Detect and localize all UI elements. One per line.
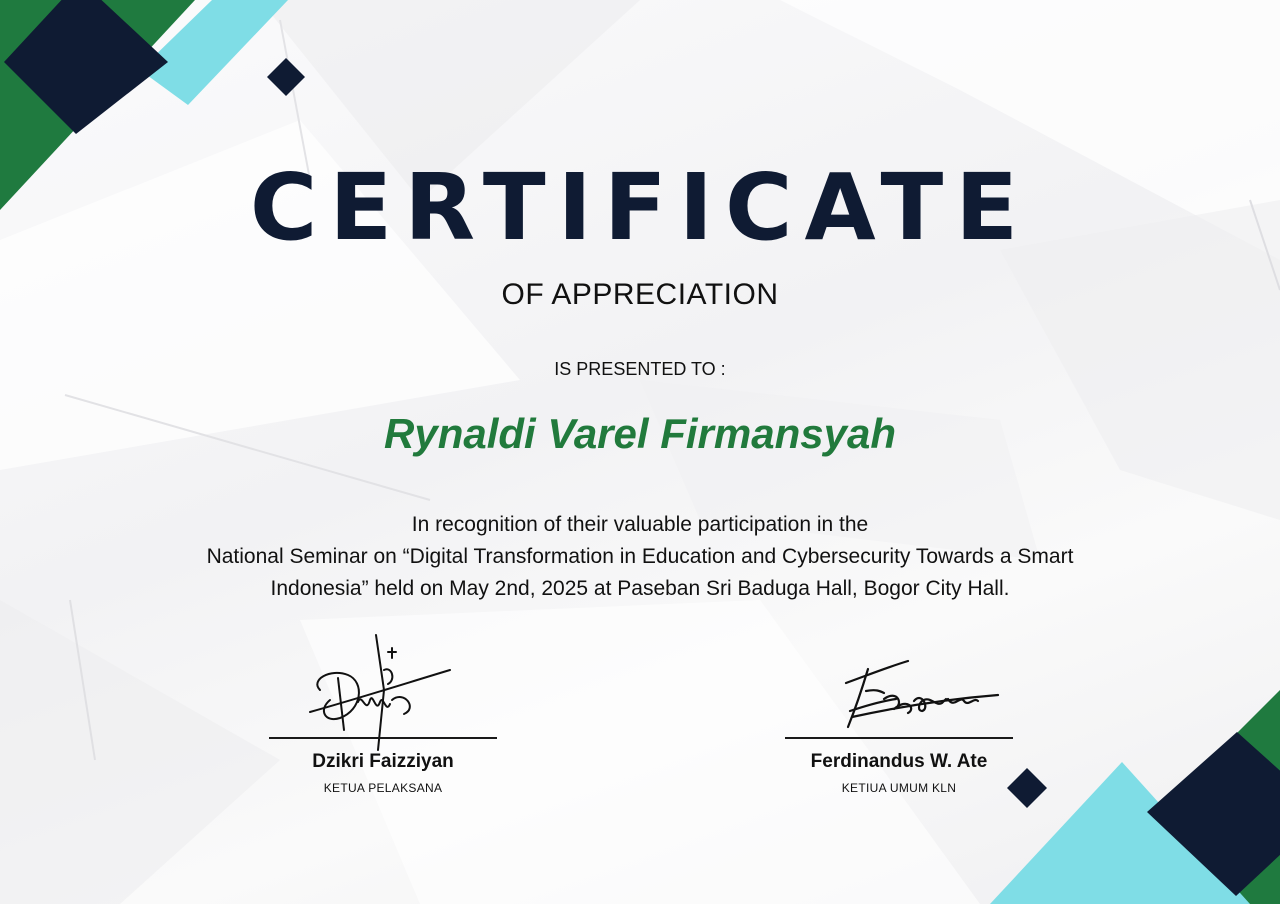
certificate-subtitle: OF APPRECIATION <box>501 278 779 311</box>
recognition-line: Indonesia” held on May 2nd, 2025 at Paseban Sri Baduga Hall, Bogor City Hall. <box>270 577 1010 600</box>
bottom-right-shapes <box>990 690 1280 904</box>
signatory-right <box>784 737 1014 795</box>
signature-line <box>785 737 1013 739</box>
signature-line <box>269 737 497 739</box>
recognition-line: In recognition of their valuable participation in the <box>411 513 869 536</box>
signatory-name: Dzikri Faizziyan <box>312 751 454 772</box>
presented-to-label: IS PRESENTED TO : <box>554 359 726 379</box>
signature-right <box>838 655 1003 735</box>
recognition-line: National Seminar on “Digital Transformation in Education and Cybersecurity Towards a Smart <box>206 545 1074 568</box>
signatory-role: KETUA PELAKSANA <box>323 781 443 795</box>
signatory-role: KETIUA UMUM KLN <box>841 781 957 795</box>
certificate-title: CERTIFICATE <box>249 154 1031 261</box>
recipient-name: Rynaldi Varel Firmansyah <box>384 410 896 457</box>
signatory-left <box>268 737 498 795</box>
recognition-text <box>140 509 1140 605</box>
signatory-name: Ferdinandus W. Ate <box>810 751 988 772</box>
